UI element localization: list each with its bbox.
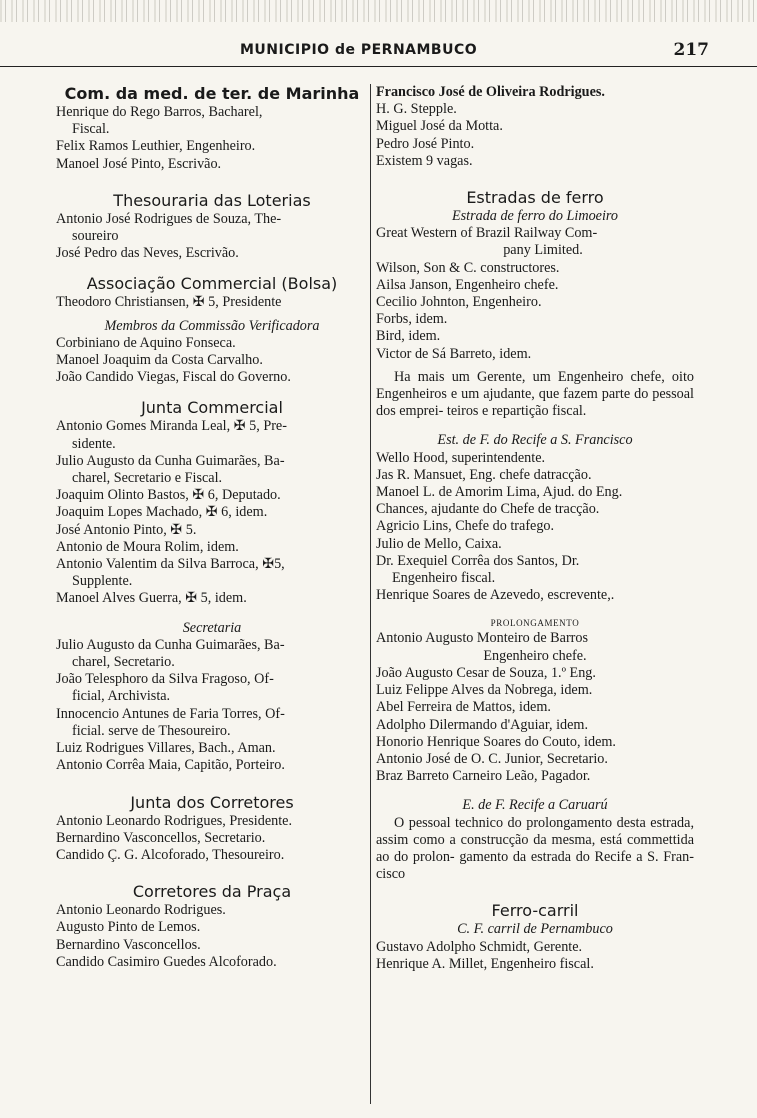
subheading-limoeiro: Estrada de ferro do Limoeiro [451,208,619,225]
entry-line: João Candido Viegas, Fiscal do Governo. [56,369,291,386]
entry-line: Pedro José Pinto. [376,135,475,152]
section-heading-ferro-carril: Ferro-carril [491,901,579,921]
entry-line: Antonio Leonardo Rodrigues. [56,902,226,919]
entry-line: Innocencio Antunes de Faria Torres, Of- [56,705,285,722]
column-divider [370,84,371,1104]
entry-line: Dr. Exequiel Corrêa dos Santos, Dr. [376,552,580,569]
entry-line: Luiz Rodrigues Villares, Bach., Aman. [56,740,276,757]
section-heading-loterias: Thesouraria das Loterias [113,190,311,210]
entry-line: José Antonio Pinto, ✠ 5. [56,521,197,538]
subheading-caruaru: E. de F. Recife a Caruarú [462,797,608,814]
entry-line: Antonio Leonardo Rodrigues, Presidente. [56,812,293,829]
entry-line: Victor de Sá Barreto, idem. [376,345,532,362]
entry-line: charel, Secretario e Fiscal. [72,470,223,487]
entry-line: Augusto Pinto de Lemos. [56,919,201,936]
entry-line: Julio de Mello, Caixa. [376,535,502,552]
entry-line: Manoel Joaquim da Costa Carvalho. [56,352,263,369]
entry-line: Supplente. [72,573,133,590]
entry-line: Antonio Augusto Monteiro de Barros [376,630,589,647]
entry-line: Fiscal. [72,121,110,138]
entry-line: Antonio José de O. C. Junior, Secretario. [376,750,608,767]
page-header [0,40,757,67]
entry-line: Joaquim Olinto Bastos, ✠ 6, Deputado. [56,487,281,504]
entry-line: Existem 9 vagas. [376,152,473,169]
entry-line: Julio Augusto da Cunha Guimarães, Ba- [56,636,285,653]
entry-line: Manoel Alves Guerra, ✠ 5, idem. [56,590,247,607]
entry-line: Agricio Lins, Chefe do trafego. [376,518,555,535]
entry-line: Miguel José da Motta. [376,118,503,135]
subheading-membros: Membros da Commissão Verificadora [104,317,320,334]
entry-line: Henrique do Rego Barros, Bacharel, [56,104,263,120]
entry-line: Bernardino Vasconcellos, Secretario. [56,829,266,846]
entry-line: Antonio Corrêa Maia, Capitão, Porteiro. [56,757,285,774]
entry-line: Antonio José Rodrigues de Souza, The- [56,210,282,227]
section-heading-praca: Corretores da Praça [132,882,292,902]
section-heading-marinha: Com. da med. de ter. de Marinha [64,84,360,103]
entry-line: Adolpho Dilermando d'Aguiar, idem. [376,716,589,733]
entry-line: ficial. serve de Thesoureiro. [72,722,231,739]
entry-line: Julio Augusto da Cunha Guimarães, Ba- [56,452,285,469]
entry-line: Forbs, idem. [376,311,448,328]
section-heading-estradas: Estradas de ferro [466,188,604,208]
entry-line: Manoel L. de Amorim Lima, Ajud. do Eng. [376,484,623,501]
entry-line: Engenheiro chefe. [483,647,587,664]
entry-line: Cecilio Johnton, Engenheiro. [376,294,542,311]
entry-line: Luiz Felippe Alves da Nobrega, idem. [376,682,593,699]
entry-line: Jas R. Mansuet, Eng. chefe datracção. [376,466,592,483]
subheading-pernambuco: C. F. carril de Pernambuco [457,921,613,938]
subheading-secretaria: Secretaria [182,619,242,636]
entry-line: Ailsa Janson, Engenheiro chefe. [376,276,559,293]
entry-line: Engenheiro fiscal. [392,570,496,587]
entry-line: Henrique Soares de Azevedo, escrevente,. [376,587,615,604]
entry-line: Chances, ajudante do Chefe de tracção. [376,501,600,518]
entry-line: João Augusto Cesar de Souza, 1.º Eng. [376,664,596,681]
entry-line: Candido Casimiro Guedes Alcoforado. [56,953,277,970]
entry-line: Honorio Henrique Soares do Couto, idem. [376,733,616,750]
entry-line: Antonio Gomes Miranda Leal, ✠ 5, Pre- [56,418,287,435]
header-title: MUNICIPIO de PERNAMBUCO [240,42,478,58]
subheading-sao-francisco: Est. de F. do Recife a S. Francisco [437,432,633,449]
section-heading-junta-commercial: Junta Commercial [141,398,283,418]
entry-line: Joaquim Lopes Machado, ✠ 6, idem. [56,504,268,521]
entry-line: pany Limited. [503,242,583,259]
entry-line: João Telesphoro da Silva Fragoso, Of- [56,671,274,688]
entry-line: soureiro [72,228,119,245]
entry-line: Corbiniano de Aquino Fonseca. [56,334,236,351]
entry-line: Bird, idem. [376,328,441,345]
entry-line: Francisco José de Oliveira Rodrigues. [376,84,605,100]
entry-line: Felix Ramos Leuthier, Engenheiro. [56,138,256,155]
entry-line: José Pedro das Neves, Escrivão. [56,245,239,262]
entry-line: charel, Secretario. [72,654,175,671]
paragraph-caruaru: O pessoal technico do prolongamento desta estrada, assim como a construcção da mesma, está commettida ao do prolon- gamento da estrada do Recife a S. Fran- cisco [376,814,694,883]
entry-line: Henrique A. Millet, Engenheiro fiscal. [376,955,594,972]
entry-line: Abel Ferreira de Mattos, idem. [376,699,551,716]
entry-line: Candido Ç. G. Alcoforado, Thesoureiro. [56,846,285,863]
entry-line: Theodoro Christiansen, ✠ 5, Presidente [56,294,282,311]
entry-line: Great Western of Brazil Railway Com- [376,225,598,242]
entry-line: Braz Barreto Carneiro Leão, Pagador. [376,768,591,785]
subheading-prolongamento: PROLONGAMENTO [490,618,580,629]
entry-line: Bernardino Vasconcellos. [56,936,201,953]
entry-line: H. G. Stepple. [376,101,457,118]
left-column [56,84,368,971]
entry-line: Wilson, Son & C. constructores. [376,259,560,276]
section-heading-corretores: Junta dos Corretores [130,792,294,812]
entry-line: Manoel José Pinto, Escrivão. [56,155,222,172]
paragraph-estradas: Ha mais um Gerente, um Engenheiro chefe, oito Engenheiros e um ajudante, que fazem parte do pessoal dos emprei- teiros e repartição fiscal. [376,368,694,420]
entry-line: ficial, Archivista. [72,688,171,705]
entry-line: sidente. [72,435,116,452]
right-column [376,84,694,973]
entry-line: Antonio de Moura Rolim, idem. [56,538,239,555]
section-heading-associacao: Associação Commercial (Bolsa) [86,274,338,294]
page-number: 217 [673,40,709,60]
scan-noise [0,0,757,22]
entry-line: Antonio Valentim da Silva Barroca, ✠5, [56,556,285,573]
entry-line: Wello Hood, superintendente. [376,449,546,466]
entry-line: Gustavo Adolpho Schmidt, Gerente. [376,938,583,955]
